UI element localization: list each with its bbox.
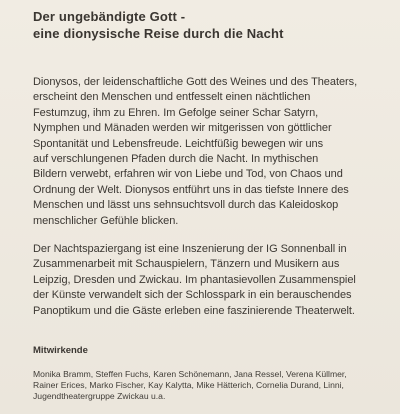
paragraph-line: erscheint den Menschen und entfesselt einen nächtlichen	[33, 91, 311, 104]
paragraph-line: auf verschlungenen Pfaden durch die Nacht. In mythischen	[33, 153, 319, 166]
cast-line: Jugendtheatergruppe Zwickau u.a.	[33, 390, 166, 401]
paragraph-line: Festumzug, ihm zu Ehren. Im Gefolge seiner Schar Satyrn,	[33, 106, 319, 119]
title-line-2: eine dionysische Reise durch die Nacht	[33, 26, 284, 41]
paragraph-production-info	[33, 242, 385, 319]
paragraph-line: der Künste verwandelt sich der Schlosspark in ein berauschendes	[33, 289, 352, 302]
paragraph-line: Bildern verwebt, erfahren wir von Liebe und Tod, von Chaos und	[33, 168, 343, 181]
cast-line: Monika Bramm, Steffen Fuchs, Karen Schönemann, Jana Ressel, Verena Küllmer,	[33, 369, 347, 379]
paragraph-line: Nymphen und Mänaden werden wir mitgerissen von göttlicher	[33, 122, 332, 135]
paragraph-line: Zusammenarbeit mit Schauspielern, Tänzern und Musikern aus	[33, 258, 340, 271]
paragraph-line: Panoptikum und die Gäste erleben eine faszinierende Theaterwelt.	[33, 304, 355, 317]
paragraph-line: Menschen und lässt uns sehnsuchtsvoll durch das Kaleidoskop	[33, 199, 339, 212]
paragraph-line: Leipzig, Dresden und Zwickau. Im phantasievollen Zusammenspiel	[33, 273, 356, 286]
paragraph-line: Der Nachtspaziergang ist eine Inszenierung der IG Sonnenball in	[33, 243, 347, 255]
cast-list	[33, 369, 388, 401]
paragraph-line: menschlicher Gefühle blicken.	[33, 214, 179, 227]
cast-heading: Mitwirkende	[33, 345, 88, 356]
paragraph-line: Dionysos, der leidenschaftliche Gott des Weines und des Theaters,	[33, 76, 358, 88]
document-title	[33, 8, 383, 42]
paragraph-dionysos-intro	[33, 75, 385, 229]
paragraph-line: Ordnung der Welt. Dionysos entführt uns in das tiefste Innere des	[33, 183, 349, 196]
paragraph-line: Spontanität und Lebensfreude. Leichtfüßig bewegen wir uns	[33, 137, 324, 150]
cast-line: Rainer Erices, Marko Fischer, Kay Kalytta, Mike Hätterich, Cornelia Durand, Linni,	[33, 379, 344, 390]
title-line-1: Der ungebändigte Gott -	[33, 9, 186, 24]
